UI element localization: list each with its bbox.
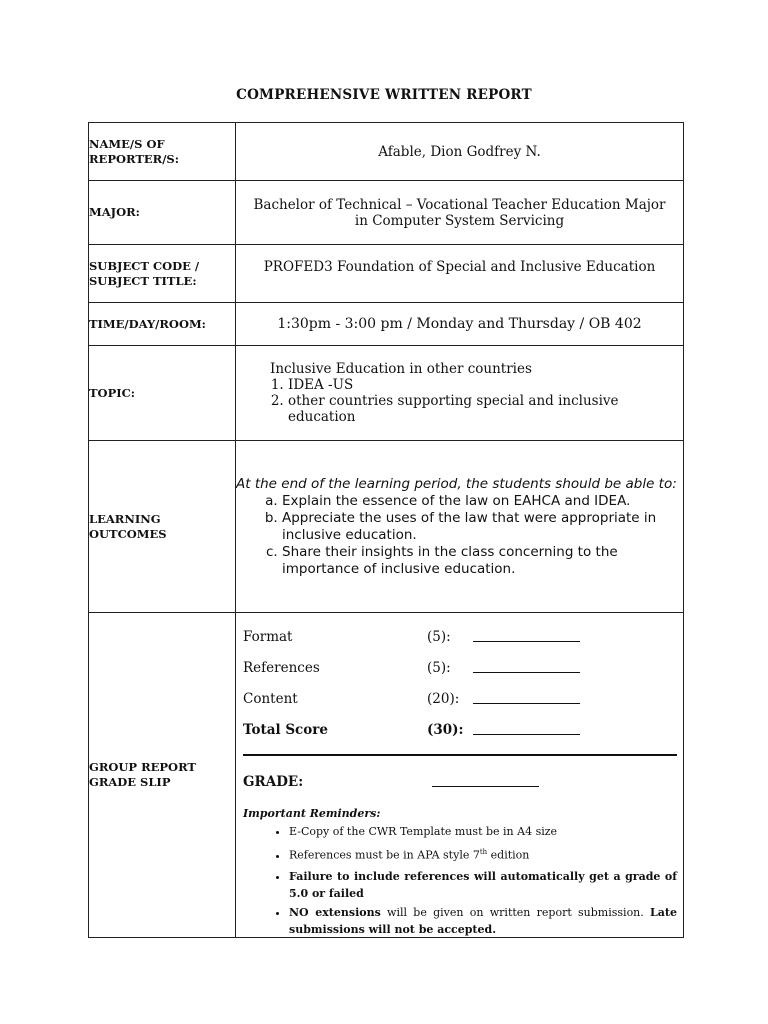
- topic-heading: Inclusive Education in other countries: [270, 361, 532, 377]
- topic-list: [236, 377, 683, 425]
- list-item: c. Share their insights in the class concerning to the importance of inclusive education.: [282, 544, 683, 578]
- list-item: • References must be in APA style 7th edition: [289, 844, 677, 864]
- score-blank[interactable]: [473, 660, 580, 673]
- reporter-row: [89, 123, 684, 181]
- reminders-heading: Important Reminders:: [243, 807, 381, 820]
- outcomes-intro: At the end of the learning period, the students should be able to:: [236, 475, 677, 492]
- outcomes-label: LEARNING OUTCOMES: [89, 441, 236, 613]
- outcomes-row: [89, 441, 684, 613]
- total-blank[interactable]: [473, 722, 580, 735]
- schedule-value: 1:30pm - 3:00 pm / Monday and Thursday / OB 402: [236, 303, 684, 346]
- topic-label: TOPIC:: [89, 346, 236, 441]
- outcomes-list: [236, 493, 683, 578]
- reminders-list: [243, 823, 677, 940]
- topic-row: [89, 346, 684, 441]
- major-value: Bachelor of Technical – Vocational Teacher Education Major in Computer System Servicing: [236, 181, 684, 245]
- subject-value: PROFED3 Foundation of Special and Inclusive Education: [236, 245, 684, 303]
- list-item: • NO extensions will be given on written report submission. Late submissions will not be accepted.: [289, 904, 677, 938]
- list-item: b. Appreciate the uses of the law that were appropriate in inclusive education.: [282, 510, 683, 544]
- reporter-label: NAME/S OF REPORTER/S:: [89, 123, 236, 181]
- subject-row: [89, 245, 684, 303]
- divider: [243, 754, 677, 756]
- schedule-label: TIME/DAY/ROOM:: [89, 303, 236, 346]
- score-blank[interactable]: [473, 691, 580, 704]
- grade-row: GRADE:: [243, 774, 683, 790]
- grade-slip-label: GROUP REPORT GRADE SLIP: [89, 613, 236, 938]
- major-row: [89, 181, 684, 245]
- list-item: • E-Copy of the CWR Template must be in A4 size: [289, 823, 677, 840]
- list-item: a. Explain the essence of the law on EAHCA and IDEA.: [282, 493, 683, 510]
- major-label: MAJOR:: [89, 181, 236, 245]
- reporter-value: Afable, Dion Godfrey N.: [236, 123, 684, 181]
- report-table: [88, 122, 684, 938]
- grade-slip-row: [89, 613, 684, 938]
- topic-value: [236, 346, 684, 441]
- grade-slip-value: Format (5): References (5): Content (20): Total Score (30): GRADE: Important Reminders: • E-Copy of the CWR Template must be in A4 size • References must be in APA style 7th edition • Failure to include references will automatically get a grade of 5.0 or failed • NO extensions will be given on written report submission. Late submissions will not be accepted.: [236, 613, 684, 938]
- outcomes-value: [236, 441, 684, 613]
- schedule-row: [89, 303, 684, 346]
- subject-label: SUBJECT CODE / SUBJECT TITLE:: [89, 245, 236, 303]
- score-blank[interactable]: [473, 629, 580, 642]
- list-item: • Failure to include references will automatically get a grade of 5.0 or failed: [289, 868, 677, 902]
- list-item: 2. other countries supporting special and inclusive education: [288, 393, 683, 425]
- grade-blank[interactable]: [432, 774, 539, 787]
- list-item: 1. IDEA -US: [288, 377, 683, 393]
- page-title: COMPREHENSIVE WRITTEN REPORT: [236, 87, 532, 103]
